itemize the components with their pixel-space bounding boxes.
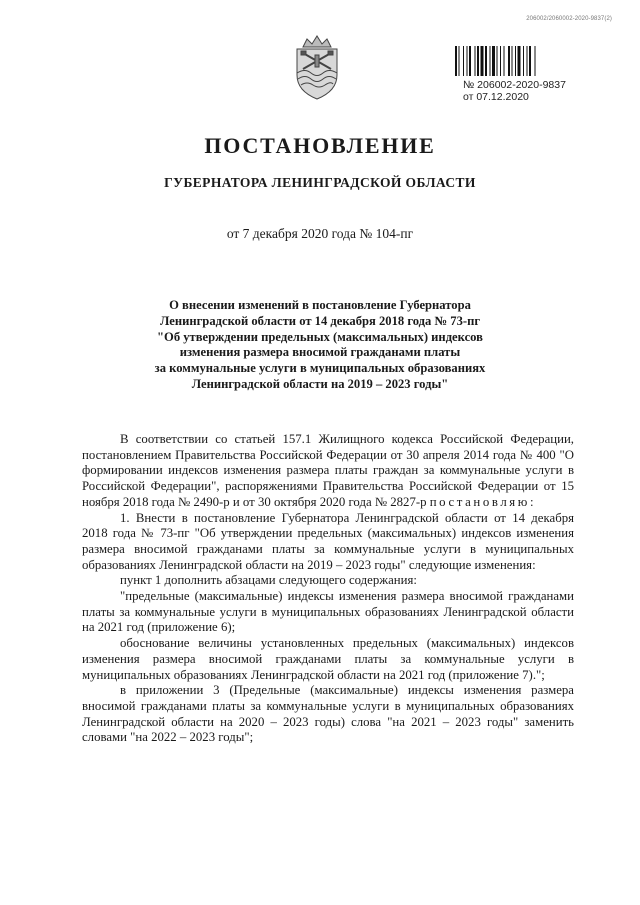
- resolution-keyword: постановляю:: [429, 494, 537, 509]
- preamble-paragraph: [82, 432, 574, 511]
- heading-line: изменения размера вносимой гражданами платы: [179, 345, 461, 360]
- heading-line: Ленинградской области на 2019 – 2023 годы": [191, 376, 449, 391]
- registration-number-block: [463, 79, 566, 103]
- heading-line: за коммунальные услуги в муниципальных образованиях: [154, 361, 486, 376]
- heading-line: Ленинградской области от 14 декабря 2018 года № 73-пг: [159, 313, 481, 328]
- amendment-paragraph: "предельные (максимальные) индексы изменения размера вносимой гражданами платы за коммунальные услуги в муниципальных образованиях Ленинградской области на 2021 год (приложение 6);: [82, 589, 574, 635]
- appendix-3-paragraph: в приложении 3 (Предельные (максимальные) индексы изменения размера вносимой гражданами платы за коммунальные услуги в муниципальных образованиях Ленинградской области на 2020 – 2023 годы) слова "на 2021 – 2023 годы" заменить словами "на 2022 – 2023 годы";: [82, 683, 574, 745]
- issuer-subtitle: ГУБЕРНАТОРА ЛЕНИНГРАДСКОЙ ОБЛАСТИ: [164, 175, 476, 190]
- document-heading: [120, 298, 520, 393]
- preamble-text: В соответствии со статьей 157.1 Жилищного кодекса Российской Федерации, постановлением Правительства Российской Федерации от 30 апреля 2014 года № 400 "О формировании индексов изменения размера платы граждан за коммунальные услуги в Российской Федерации", распоряжениями Правительства Российской Федерации от 15 ноября 2018 года № 2490-р и от 30 октября 2020 года № 2827-р: [82, 432, 574, 509]
- barcode: [455, 46, 583, 76]
- document-body: [82, 432, 574, 746]
- coat-of-arms-emblem: [289, 33, 345, 101]
- heading-line: О внесении изменений в постановление Губернатора: [169, 298, 471, 312]
- amendment-paragraph: обоснование величины установленных предельных (максимальных) индексов изменения размера вносимой гражданами платы за коммунальные услуги в муниципальных образованиях Ленинградской области на 2021 год (приложение 7).";: [82, 636, 574, 682]
- document-registration-code: 206002/2060002-2020-9837(2): [526, 16, 612, 22]
- amendment-intro-paragraph: пункт 1 дополнить абзацами следующего содержания:: [120, 573, 417, 588]
- registration-number: № 206002-2020-9837: [463, 79, 566, 91]
- heading-line: "Об утверждении предельных (максимальных) индексов: [157, 329, 483, 344]
- registration-date: от 07.12.2020: [463, 91, 529, 103]
- document-date-number: от 7 декабря 2020 года № 104-пг: [226, 226, 414, 241]
- item-1-paragraph: 1. Внести в постановление Губернатора Ленинградской области от 14 декабря 2018 года № 73-пг "Об утверждении предельных (максимальных) индексов изменения размера вносимой гражданами платы за коммунальные услуги в муниципальных образованиях Ленинградской области на 2019 – 2023 годы" следующие изменения:: [82, 510, 574, 572]
- document-title: ПОСТАНОВЛЕНИЕ: [204, 133, 436, 158]
